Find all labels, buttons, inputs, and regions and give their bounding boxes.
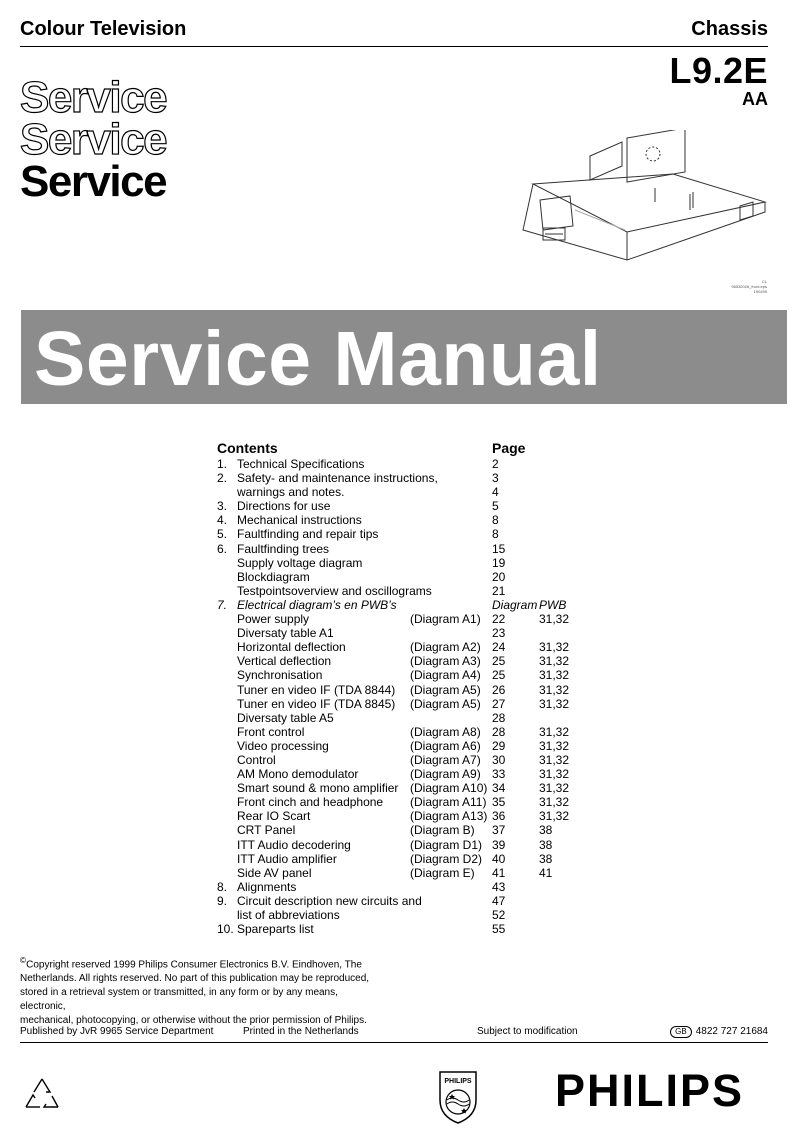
toc-page: 26 [492,682,506,697]
toc-row [217,612,617,626]
toc-pwb: 31,32 [539,668,570,683]
toc-page: 30 [492,752,506,767]
toc-label: Blockdiagram [237,569,310,584]
toc-label: Vertical deflection [237,654,332,669]
recycle-icon [20,1075,64,1115]
copyright-line: Copyright reserved 1999 Philips Consumer Electronics B.V. Eindhoven, The [26,959,362,971]
toc-page: 39 [492,837,506,852]
toc-row [217,499,617,513]
toc-label: list of abbreviations [237,908,340,922]
toc-diagram: (Diagram A6) [410,738,481,753]
toc-label: Horizontal deflection [237,640,346,655]
toc-row [217,683,617,697]
drawing-caption: CL 96532026_front.eps 190499 [731,279,767,294]
toc-page: 25 [492,654,506,669]
toc-rows [217,457,617,936]
toc-diagram: (Diagram A5) [410,696,481,711]
toc-label: warnings and notes. [237,485,345,500]
toc-diagram: (Diagram A8) [410,724,481,739]
toc-row [217,795,617,809]
copyright-notice [20,953,380,1028]
toc-diagram: (Diagram A10) [410,781,488,796]
toc-page: 4 [492,485,499,500]
service-word-outline-1: Service [20,73,167,122]
toc-row [217,823,617,837]
toc-label: Diversaty table A5 [237,710,334,725]
philips-wordmark: PHILIPS [555,1065,745,1116]
toc-number: 5. [217,527,228,542]
toc-label: Testpointsoverview and oscillograms [237,583,432,598]
toc-label: Faultfinding and repair tips [237,527,379,542]
toc-label: Spareparts list [237,922,314,937]
toc-page: 2 [492,457,499,471]
toc-page: 47 [492,893,506,908]
toc-number: 10. [217,922,234,937]
header-chassis-label: Chassis [691,18,768,40]
toc-pwb: 31,32 [539,696,570,711]
toc-label: Front cinch and headphone [237,795,384,810]
toc-row [217,584,617,598]
header-rule [20,46,768,47]
toc-label: Faultfinding trees [237,541,330,556]
toc-page: 15 [492,541,506,556]
header-title: Colour Television [20,18,187,40]
toc-page: 21 [492,583,506,598]
toc-row [217,640,617,654]
toc-row [217,556,617,570]
toc-label: Supply voltage diagram [237,555,363,570]
toc-row [217,852,617,866]
toc-diagram: (Diagram A13) [410,809,488,824]
toc-pwb: 41 [539,865,553,880]
toc-number: 9. [217,893,228,908]
toc-page: 52 [492,908,506,922]
service-word-solid: Service [20,157,167,206]
toc-page: 34 [492,781,506,796]
printed-note: Printed in the Netherlands [243,1026,359,1037]
toc-row [217,838,617,852]
toc-pwb: 38 [539,851,553,866]
toc-number: 7. [217,597,228,612]
toc-page: 19 [492,555,506,570]
toc-page: Diagram [492,597,538,612]
toc-diagram: (Diagram D1) [410,837,483,852]
toc-number: 3. [217,499,228,514]
toc-page: 20 [492,569,506,584]
toc-page: 8 [492,513,499,528]
toc-pwb: 31,32 [539,752,570,767]
copyright-line: Netherlands. All rights reserved. No part of this publication may be reproduced, [20,973,370,985]
toc-row [217,457,617,471]
toc-pwb: 31,32 [539,640,570,655]
toc-row [217,471,617,485]
toc-page: 24 [492,640,506,655]
toc-number: 8. [217,879,228,894]
toc-label: Video processing [237,738,329,753]
toc-page: 8 [492,527,499,542]
document-title: Service Manual [34,316,602,402]
toc-page: 25 [492,668,506,683]
toc-row [217,908,617,922]
toc-page: 28 [492,724,506,739]
chassis-variant: AA [742,89,768,109]
toc-row [217,626,617,640]
toc-label: Control [237,752,276,767]
toc-row [217,767,617,781]
toc-page: 40 [492,851,506,866]
toc-diagram: (Diagram A9) [410,767,481,782]
toc-row [217,697,617,711]
toc-label: Tuner en video IF (TDA 8845) [237,696,396,711]
toc-row [217,527,617,541]
toc-label: ITT Audio amplifier [237,851,337,866]
toc-heading: Contents [217,440,278,456]
toc-pwb: PWB [539,597,567,612]
toc-number: 1. [217,457,228,471]
toc-label: Synchronisation [237,668,323,683]
toc-diagram: (Diagram D2) [410,851,483,866]
toc-page: 35 [492,795,506,810]
toc-header [217,440,617,457]
shield-label: PHILIPS [444,1078,472,1085]
toc-label: Safety- and maintenance instructions, [237,471,438,486]
toc-row [217,866,617,880]
toc-label: Alignments [237,879,297,894]
document-code [670,1026,768,1038]
toc-number: 6. [217,541,228,556]
toc-page: 3 [492,471,499,486]
chassis-drawing [515,130,775,270]
toc-diagram: (Diagram E) [410,865,475,880]
toc-pwb: 31,32 [539,612,570,627]
toc-row [217,668,617,682]
service-word-outline-2: Service [20,115,167,164]
toc-pwb: 31,32 [539,654,570,669]
toc-page: 33 [492,767,506,782]
toc-label: Tuner en video IF (TDA 8844) [237,682,396,697]
toc-row [217,485,617,499]
toc-pwb: 31,32 [539,795,570,810]
toc-label: Front control [237,724,305,739]
toc-pwb: 31,32 [539,738,570,753]
toc-row [217,753,617,767]
toc-diagram: (Diagram A5) [410,682,481,697]
toc-row [217,570,617,584]
toc-label: AM Mono demodulator [237,767,359,782]
toc-label: Circuit description new circuits and [237,893,422,908]
toc-label: Power supply [237,612,310,627]
toc-page: 55 [492,922,506,937]
document-number: 4822 727 21684 [695,1026,768,1037]
toc-label: Smart sound & mono amplifier [237,781,399,796]
toc-diagram: (Diagram B) [410,823,475,838]
copyright-line: mechanical, photocopying, or otherwise without the prior permission of Philips. [20,1015,367,1027]
toc-row [217,894,617,908]
toc-page: 23 [492,626,506,641]
toc-label: Side AV panel [237,865,312,880]
toc-label: Technical Specifications [237,457,365,471]
toc-page: 36 [492,809,506,824]
chassis-code: L9.2E [669,50,768,91]
toc-pwb: 31,32 [539,682,570,697]
toc-row [217,542,617,556]
toc-label: Diversaty table A1 [237,626,334,641]
toc-pwb: 31,32 [539,781,570,796]
toc-row [217,922,617,936]
toc-pwb: 31,32 [539,724,570,739]
toc-page: 22 [492,612,506,627]
country-badge: GB [670,1026,692,1038]
toc-page: 27 [492,696,506,711]
toc-page: 28 [492,710,506,725]
toc-pwb: 31,32 [539,809,570,824]
toc-row [217,809,617,823]
toc-pwb: 38 [539,823,553,838]
toc-pwb: 31,32 [539,767,570,782]
toc-label: Rear IO Scart [237,809,311,824]
copyright-symbol: © [20,955,27,965]
copyright-line: stored in a retrieval system or transmitted, in any form or by any means, electronic, [20,987,338,1013]
toc-label: Directions for use [237,499,331,514]
toc-row [217,513,617,527]
toc-row [217,654,617,668]
toc-row [217,781,617,795]
toc-label: Electrical diagram’s en PWB’s [237,597,397,612]
footer-rule [20,1042,768,1043]
publisher-note: Published by JvR 9965 Service Department [20,1026,214,1037]
toc-row [217,880,617,894]
toc-diagram: (Diagram A1) [410,612,481,627]
toc-page: 43 [492,879,506,894]
toc-page: 37 [492,823,506,838]
toc-number: 4. [217,513,228,528]
toc-label: CRT Panel [237,823,296,838]
table-of-contents [217,440,617,936]
toc-number: 2. [217,471,228,486]
modification-note: Subject to modification [477,1026,578,1037]
toc-pwb: 38 [539,837,553,852]
toc-row [217,711,617,725]
toc-page-heading: Page [492,440,526,456]
toc-page: 41 [492,865,506,880]
toc-diagram: (Diagram A4) [410,668,481,683]
toc-page: 5 [492,499,499,514]
toc-label: ITT Audio decodering [237,837,351,852]
toc-label: Mechanical instructions [237,513,362,528]
toc-row [217,725,617,739]
toc-row [217,739,617,753]
philips-shield-icon [438,1070,478,1124]
toc-diagram: (Diagram A2) [410,640,481,655]
toc-page: 29 [492,738,506,753]
toc-diagram: (Diagram A3) [410,654,481,669]
toc-diagram: (Diagram A7) [410,752,481,767]
toc-diagram: (Diagram A11) [410,795,487,810]
toc-row [217,598,617,612]
